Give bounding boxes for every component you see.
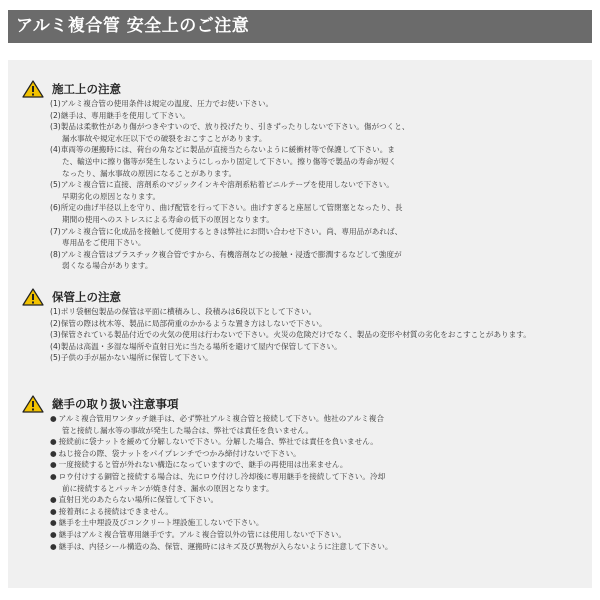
note-line: (8)アルミ複合管はプラスチック複合管ですから、有機溶剤などの接触・浸透で膨潤するなどして強度が	[50, 249, 402, 259]
page-title: アルミ複合管 安全上のご注意	[16, 16, 250, 36]
note-line: アルミ複合管用ワンタッチ継手は、必ず弊社アルミ複合管と接続して下さい。他社のアルミ複合	[58, 414, 384, 423]
note-item	[50, 413, 582, 436]
section-title: 施工上の注意	[52, 82, 121, 96]
note-item	[50, 329, 582, 341]
note-line-continued: 漏水事故や規定水圧以下での破裂をおこすことがあります。	[62, 133, 267, 143]
note-line-continued: 前に接続するとパッキンが焼き付き、漏水の原因となります。	[62, 483, 274, 493]
warning-icon	[22, 80, 44, 98]
note-line: (5)子供の手が届かない場所に保管して下さい。	[50, 353, 213, 363]
bullet-icon: ●	[50, 506, 57, 516]
note-item	[50, 144, 582, 179]
note-item	[50, 459, 582, 471]
note-item	[50, 306, 582, 318]
bullet-icon: ●	[50, 541, 57, 551]
note-line: 接着剤による接続はできません。	[58, 506, 174, 516]
bullet-icon: ●	[50, 414, 57, 423]
note-item	[50, 448, 582, 460]
note-item	[50, 517, 582, 529]
section-title: 継手の取り扱い注意事項	[52, 397, 179, 411]
bullet-icon: ●	[50, 448, 57, 458]
section-storage	[22, 288, 582, 364]
note-line: (7)アルミ複合管に化成品を接触して使用するときは弊社にお問い合わせ下さい。尚、専用品があれば、	[50, 226, 403, 236]
note-item	[50, 121, 582, 144]
note-item	[50, 318, 582, 330]
note-line: (4)車両等の運搬時には、荷台の角などに製品が直接当たらないように緩衝材等で保護して下さい。ま	[50, 145, 395, 155]
note-item	[50, 226, 582, 249]
bullet-icon: ●	[50, 495, 57, 505]
note-item	[50, 541, 582, 553]
section-items	[50, 413, 582, 552]
note-line: ロウ付けする銅管と接続する場合は、先にロウ付けし冷却後に専用継手を接続して下さい。冷却	[58, 471, 386, 481]
note-item	[50, 436, 582, 448]
section-installation	[22, 80, 582, 272]
note-item	[50, 494, 582, 506]
bullet-icon: ●	[50, 518, 57, 528]
note-line-continued: なったり、漏水事故の原因になることがあります。	[62, 168, 237, 178]
note-item	[50, 506, 582, 518]
note-line: (1)アルミ複合管の使用条件は規定の温度、圧力でお使い下さい。	[50, 99, 274, 108]
note-line: 接続前に袋ナットを緩めて分解しないで下さい。分解した場合、弊社では責任を負いません。	[58, 437, 378, 447]
section-title: 保管上の注意	[52, 290, 121, 304]
note-line: ねじ接合の際、袋ナットをパイプレンチでつかみ締付けないで下さい。	[58, 448, 301, 458]
bullet-icon: ●	[50, 437, 57, 447]
note-line-continued: た、輸送中に擦り傷等が発生しないようにしっかり固定して下さい。擦り傷等で製品の寿命が短く	[62, 156, 397, 166]
warning-icon	[22, 288, 44, 306]
note-line: (1)ポリ袋梱包製品の保管は平面に横積みし、段積みは6段以下として下さい。	[50, 307, 317, 316]
note-item	[50, 110, 582, 122]
note-line: 一度接続すると管が外れない構造になっていますので、継手の再使用は出来ません。	[58, 460, 348, 470]
note-line-continued: 弱くなる場合があります。	[62, 261, 153, 271]
note-item	[50, 179, 582, 202]
bullet-icon: ●	[50, 529, 57, 539]
page-title-bar	[8, 10, 592, 43]
note-line: (5)アルミ複合管に直接、溶剤系のマジックインキや溶剤系粘着ビニルテープを使用しないで下さい。	[50, 180, 394, 190]
note-line: (3)製品は柔軟性があり傷がつきやすいので、放り投げたり、引きずったりしないで下さい。傷がつくと、	[50, 122, 410, 132]
note-line: (2)継手は、専用継手を使用して下さい。	[50, 110, 190, 120]
section-fittings	[22, 395, 582, 552]
section-items	[50, 306, 582, 364]
note-item	[50, 98, 582, 110]
note-line-continued: 専用品をご使用下さい。	[62, 238, 146, 248]
note-item	[50, 529, 582, 541]
note-line-continued: 管と接続し漏水等の事故が発生した場合は、弊社では責任を負いません。	[62, 425, 314, 435]
note-line: (3)保管されている製品付近での火気の使用は行わないで下さい。火災の危険だけでなく、製品の変形や材質の劣化をおこすことがあります。	[50, 330, 531, 340]
note-line: (2)保管の際は枕木等、製品に局部荷重のかかるような置き方はしないで下さい。	[50, 318, 327, 328]
note-line: (4)製品は高温・多湿な場所や直射日光に当たる場所を避けて屋内で保管して下さい。	[50, 341, 342, 351]
note-item	[50, 352, 582, 364]
note-item	[50, 471, 582, 494]
note-line: 継手は、内径シール構造の為、保管、運搬時にはキズ及び異物が入らないように注意して下さい。	[58, 541, 393, 551]
note-line: 直射日光のあたらない場所に保管して下さい。	[58, 495, 219, 505]
warning-icon	[22, 395, 44, 413]
note-line: 継手を土中埋設及びコンクリート埋設施工しないで下さい。	[58, 518, 264, 528]
note-line-continued: 早期劣化の原因となります。	[62, 191, 161, 201]
note-item	[50, 249, 582, 272]
safety-notes-panel	[8, 60, 592, 588]
section-items	[50, 98, 582, 272]
note-item	[50, 202, 582, 225]
note-item	[50, 341, 582, 353]
note-line-continued: 期間の使用へのストレスによる寿命の低下の原因となります。	[62, 214, 274, 224]
bullet-icon: ●	[50, 471, 57, 481]
note-line: (6)所定の曲げ半径以上を守り、曲げ配管を行って下さい。曲げすぎると座屈して管閉塞となったり、長	[50, 203, 403, 213]
bullet-icon: ●	[50, 460, 57, 470]
note-line: 継手はアルミ複合管専用継手です。アルミ複合管以外の管には使用しないで下さい。	[58, 529, 346, 539]
